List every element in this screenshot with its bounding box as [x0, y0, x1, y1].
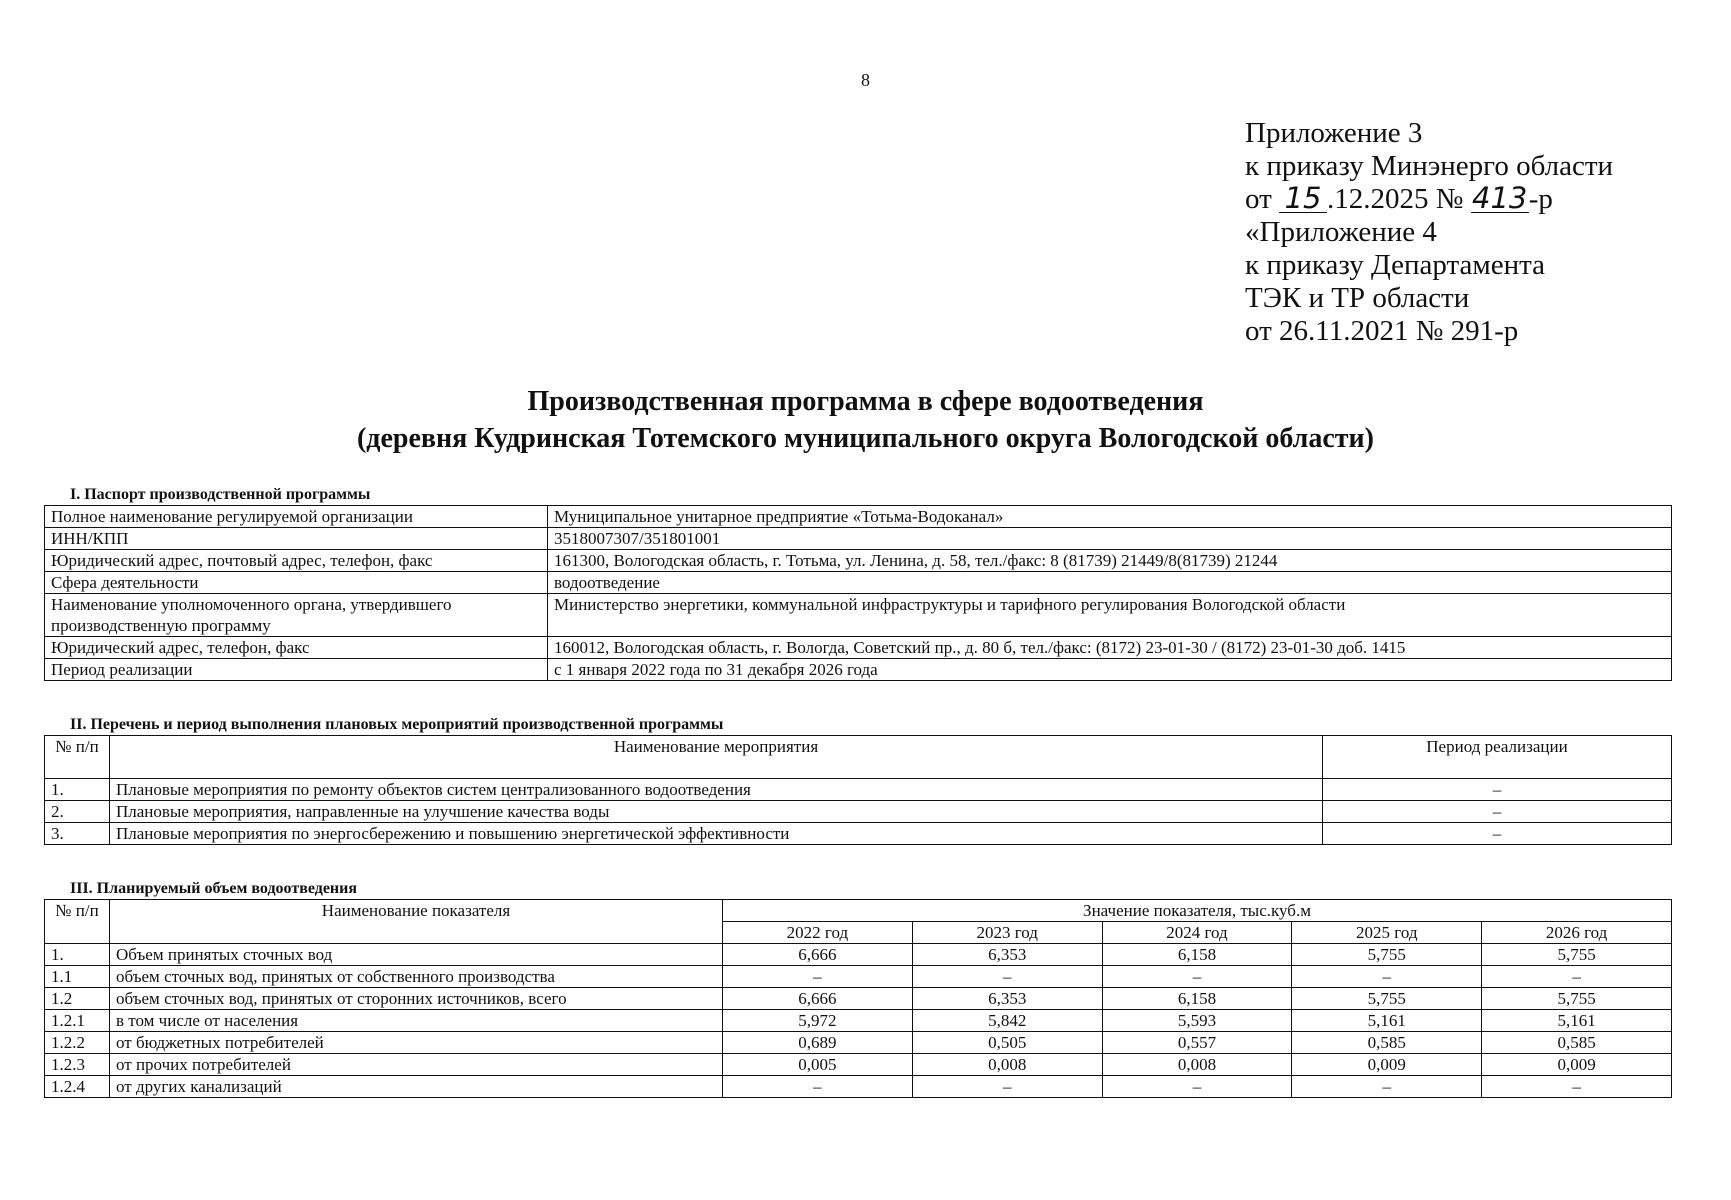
measures-header-name: Наименование мероприятия — [110, 736, 1323, 779]
volume-value: 6,666 — [723, 944, 913, 966]
passport-key: Юридический адрес, телефон, факс — [45, 637, 548, 659]
volume-value: 5,593 — [1102, 1010, 1292, 1032]
passport-value: Муниципальное унитарное предприятие «Тотьма-Водоканал» — [548, 506, 1672, 528]
volume-value: – — [1292, 1076, 1482, 1098]
appendix-date-prefix: от — [1245, 183, 1272, 215]
volume-value: 5,755 — [1482, 988, 1672, 1010]
passport-value: 3518007307/351801001 — [548, 528, 1672, 550]
measures-table — [44, 735, 1672, 845]
measure-num: 1. — [45, 779, 110, 801]
volume-name: от бюджетных потребителей — [110, 1032, 723, 1054]
appendix-line-7: от 26.11.2021 № 291-р — [1245, 315, 1519, 347]
volume-value: 6,158 — [1102, 988, 1292, 1010]
passport-row — [45, 637, 1672, 659]
passport-value: 160012, Вологодская область, г. Вологда, Советский пр., д. 80 б, тел./факс: (8172) 23-01-30 / (8172) 23-01-30 доб. 1415 — [548, 637, 1672, 659]
passport-key: Юридический адрес, почтовый адрес, телефон, факс — [45, 550, 548, 572]
measure-row — [45, 823, 1672, 845]
page-number: 8 — [861, 70, 870, 90]
volume-num: 1.2.1 — [45, 1010, 110, 1032]
passport-row — [45, 550, 1672, 572]
volume-year-header: 2026 год — [1482, 922, 1672, 944]
volume-value: 0,009 — [1482, 1054, 1672, 1076]
appendix-line-1: Приложение 3 — [1245, 117, 1423, 149]
passport-row — [45, 594, 1672, 637]
volume-value: 0,009 — [1292, 1054, 1482, 1076]
volume-num: 1.2.3 — [45, 1054, 110, 1076]
volume-value: – — [1102, 1076, 1292, 1098]
measure-row — [45, 779, 1672, 801]
measure-name: Плановые мероприятия по ремонту объектов систем централизованного водоотведения — [110, 779, 1323, 801]
volume-value: – — [1102, 966, 1292, 988]
volume-num: 1.1 — [45, 966, 110, 988]
volume-name: Объем принятых сточных вод — [110, 944, 723, 966]
volume-value: 5,972 — [723, 1010, 913, 1032]
measures-header-num: № п/п — [45, 736, 110, 779]
volume-value: 5,755 — [1292, 988, 1482, 1010]
volume-name: объем сточных вод, принятых от собственного производства — [110, 966, 723, 988]
appendix-line-3 — [1245, 183, 1715, 216]
volume-row — [45, 1010, 1672, 1032]
passport-key: ИНН/КПП — [45, 528, 548, 550]
volume-value: – — [912, 1076, 1102, 1098]
passport-row — [45, 572, 1672, 594]
measures-header-period: Период реализации — [1323, 736, 1672, 779]
volume-value: 6,666 — [723, 988, 913, 1010]
volume-table — [44, 899, 1672, 1098]
passport-value: Министерство энергетики, коммунальной инфраструктуры и тарифного регулирования Вологодской области — [548, 594, 1672, 637]
volume-row — [45, 988, 1672, 1010]
volume-header-value-group: Значение показателя, тыс.куб.м — [723, 900, 1672, 922]
volume-value: 5,161 — [1482, 1010, 1672, 1032]
title-line-2: (деревня Кудринская Тотемского муниципального округа Вологодской области) — [356, 423, 1375, 454]
document-title — [0, 383, 1731, 457]
volume-value: 0,557 — [1102, 1032, 1292, 1054]
volume-value: 5,161 — [1292, 1010, 1482, 1032]
measure-period: – — [1323, 801, 1672, 823]
passport-row — [45, 528, 1672, 550]
passport-value: 161300, Вологодская область, г. Тотьма, ул. Ленина, д. 58, тел./факс: 8 (81739) 21449/8(81739) 21244 — [548, 550, 1672, 572]
handwritten-order-number: 413 — [1472, 181, 1528, 215]
appendix-line-4: «Приложение 4 — [1245, 216, 1437, 248]
volume-value: 0,689 — [723, 1032, 913, 1054]
volume-name: в том числе от населения — [110, 1010, 723, 1032]
volume-value: 6,353 — [912, 988, 1102, 1010]
measure-period: – — [1323, 779, 1672, 801]
measure-name: Плановые мероприятия по энергосбережению и повышению энергетической эффективности — [110, 823, 1323, 845]
volume-value: 5,842 — [912, 1010, 1102, 1032]
volume-name: от прочих потребителей — [110, 1054, 723, 1076]
volume-row — [45, 1032, 1672, 1054]
volume-name: объем сточных вод, принятых от сторонних источников, всего — [110, 988, 723, 1010]
appendix-line-5: к приказу Департамента — [1245, 249, 1546, 281]
appendix-header — [1245, 117, 1715, 348]
measure-row — [45, 801, 1672, 823]
passport-key: Сфера деятельности — [45, 572, 548, 594]
volume-value: 0,505 — [912, 1032, 1102, 1054]
volume-value: – — [1482, 1076, 1672, 1098]
passport-row — [45, 506, 1672, 528]
volume-value: – — [1482, 966, 1672, 988]
volume-header-num: № п/п — [45, 900, 110, 944]
appendix-date-suffix: -р — [1528, 183, 1553, 215]
volume-row — [45, 966, 1672, 988]
volume-value: – — [723, 966, 913, 988]
volume-num: 1. — [45, 944, 110, 966]
volume-value: – — [1292, 966, 1482, 988]
passport-key: Наименование уполномоченного органа, утвердившего производственную программу — [45, 594, 548, 637]
passport-value: водоотведение — [548, 572, 1672, 594]
volume-value: 0,585 — [1482, 1032, 1672, 1054]
volume-value: 0,008 — [912, 1054, 1102, 1076]
volume-name: от других канализаций — [110, 1076, 723, 1098]
volume-year-header: 2024 год — [1102, 922, 1292, 944]
passport-key: Период реализации — [45, 659, 548, 681]
appendix-line-2: к приказу Минэнерго области — [1245, 150, 1614, 182]
passport-key: Полное наименование регулируемой организации — [45, 506, 548, 528]
passport-table — [44, 505, 1672, 681]
volume-num: 1.2.4 — [45, 1076, 110, 1098]
passport-row — [45, 659, 1672, 681]
volume-num: 1.2.2 — [45, 1032, 110, 1054]
volume-value: 5,755 — [1292, 944, 1482, 966]
section-1-title: I. Паспорт производственной программы — [70, 486, 371, 503]
volume-value: 0,008 — [1102, 1054, 1292, 1076]
volume-row — [45, 1054, 1672, 1076]
volume-value: – — [912, 966, 1102, 988]
section-3-title: III. Планируемый объем водоотведения — [70, 880, 358, 897]
volume-value: 0,585 — [1292, 1032, 1482, 1054]
volume-value: 5,755 — [1482, 944, 1672, 966]
volume-value: 6,353 — [912, 944, 1102, 966]
section-2-title: II. Перечень и период выполнения плановых мероприятий производственной программы — [70, 716, 724, 733]
volume-year-header: 2022 год — [723, 922, 913, 944]
volume-row — [45, 944, 1672, 966]
volume-value: 6,158 — [1102, 944, 1292, 966]
appendix-date-mid: .12.2025 № — [1327, 183, 1464, 215]
measure-name: Плановые мероприятия, направленные на улучшение качества воды — [110, 801, 1323, 823]
volume-year-header: 2023 год — [912, 922, 1102, 944]
volume-row — [45, 1076, 1672, 1098]
measure-num: 2. — [45, 801, 110, 823]
appendix-line-6: ТЭК и ТР области — [1245, 282, 1470, 314]
volume-value: – — [723, 1076, 913, 1098]
volume-year-header: 2025 год — [1292, 922, 1482, 944]
passport-value: с 1 января 2022 года по 31 декабря 2026 года — [548, 659, 1672, 681]
volume-header-name: Наименование показателя — [110, 900, 723, 944]
handwritten-day: 15 — [1279, 184, 1327, 213]
measure-period: – — [1323, 823, 1672, 845]
volume-value: 0,005 — [723, 1054, 913, 1076]
volume-num: 1.2 — [45, 988, 110, 1010]
title-line-1: Производственная программа в сфере водоотведения — [527, 386, 1204, 417]
measure-num: 3. — [45, 823, 110, 845]
